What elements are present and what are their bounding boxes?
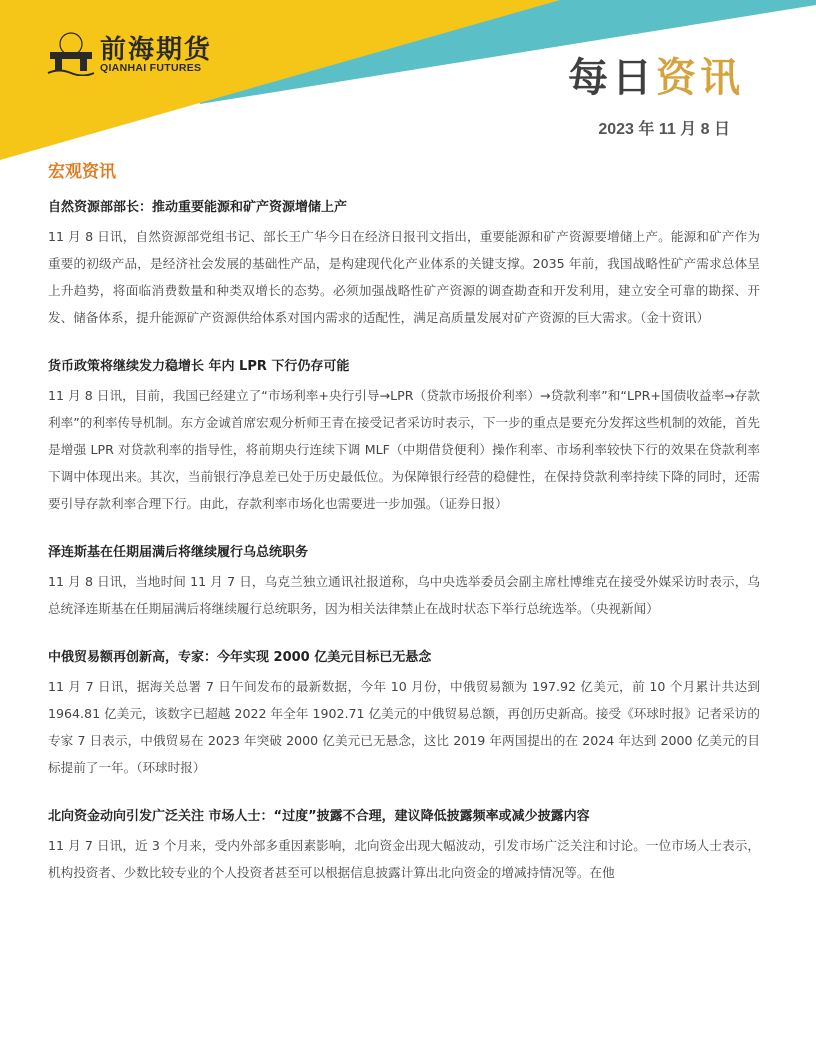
news-headline: 货币政策将继续发力稳增长 年内 LPR 下行仍存可能 bbox=[48, 359, 350, 374]
news-body: 11 月 7 日讯，近 3 个月来，受内外部多重因素影响，北向资金出现大幅波动，引发市场广泛关注和讨论。一位市场人士表示，机构投资者、少数比较专业的个人投资者甚至可以根据信息披露计算出北向资金的增减持情况等。在他 bbox=[48, 838, 760, 880]
section-title: 宏观资讯 bbox=[48, 162, 116, 182]
logo-english-name: QIANHAI FUTURES bbox=[100, 62, 202, 74]
news-item bbox=[48, 807, 760, 886]
news-body: 11 月 7 日讯，据海关总署 7 日午间发布的最新数据，今年 10 月份，中俄贸易额为 197.92 亿美元，前 10 个月累计共达到 1964.81 亿美元，该数字已超越 2022 年全年 1902.71 亿美元的中俄贸易总额，再创历史新高。接受《环球时报》记者采访的专家 7 日表示，中俄贸易在 2023 年突破 2000 亿美元已无悬念，这比 2019 年两国提出的在 2024 年达到 2000 亿美元的目标提前了一年。（环球时报） bbox=[48, 679, 760, 775]
news-headline: 泽连斯基在任期届满后将继续履行乌总统职务 bbox=[48, 545, 309, 560]
logo-chinese-name: 前海期货 bbox=[100, 35, 213, 65]
report-date: 2023 年 11 月 8 日 bbox=[598, 121, 730, 138]
news-item bbox=[48, 648, 760, 781]
news-item bbox=[48, 357, 760, 517]
qianhai-logo-icon bbox=[46, 30, 96, 76]
news-headline: 中俄贸易额再创新高，专家：今年实现 2000 亿美元目标已无悬念 bbox=[48, 650, 432, 665]
news-body: 11 月 8 日讯，当地时间 11 月 7 日，乌克兰独立通讯社报道称，乌中央选举委员会副主席杜博维克在接受外媒采访时表示，乌总统泽连斯基在任期届满后将继续履行总统职务，因为相关法律禁止在战时状态下举行总统选举。（央视新闻） bbox=[48, 574, 760, 616]
news-item bbox=[48, 543, 760, 622]
banner-yellow-wedge bbox=[0, 0, 560, 160]
news-body: 11 月 8 日讯，自然资源部党组书记、部长王广华今日在经济日报刊文指出，重要能源和矿产资源要增储上产。能源和矿产作为重要的初级产品，是经济社会发展的基础性产品，是构建现代化产业体系的关键支撑。2035 年前，我国战略性矿产需求总体呈上升趋势，将面临消费数量和种类双增长的态势。必须加强战略性矿产资源的调查勘查和开发利用，建立安全可靠的勘探、开发、储备体系，提升能源矿产资源供给体系对国内需求的适配性，满足高质量发展对矿产资源的巨大需求。（金十资讯） bbox=[48, 229, 760, 325]
page-title-part2: 资讯 bbox=[656, 55, 744, 101]
news-body: 11 月 8 日讯，目前，我国已经建立了“市场利率+央行引导→LPR（贷款市场报价利率）→贷款利率”和“LPR+国债收益率→存款利率”的利率传导机制。东方金诚首席宏观分析师王青在接受记者采访时表示，下一步的重点是要充分发挥这些机制的效能，首先是增强 LPR 对贷款利率的指导性，将前期央行连续下调 MLF（中期借贷便利）操作利率、市场利率较快下行的效果在贷款利率下调中体现出来。其次，当前银行净息差已处于历史最低位。为保障银行经营的稳健性，在保持贷款利率持续下降的同时，还需要引导存款利率合理下行。由此，存款利率市场化也需要进一步加强。（证券日报） bbox=[48, 388, 760, 511]
news-headline: 自然资源部部长：推动重要能源和矿产资源增储上产 bbox=[48, 200, 348, 215]
main-content bbox=[48, 160, 760, 912]
news-headline: 北向资金动向引发广泛关注 市场人士：“过度”披露不合理，建议降低披露频率或减少披露内容 bbox=[48, 809, 590, 824]
page-title bbox=[568, 46, 744, 103]
page-title-part1: 每日 bbox=[568, 55, 656, 101]
news-item bbox=[48, 198, 760, 331]
